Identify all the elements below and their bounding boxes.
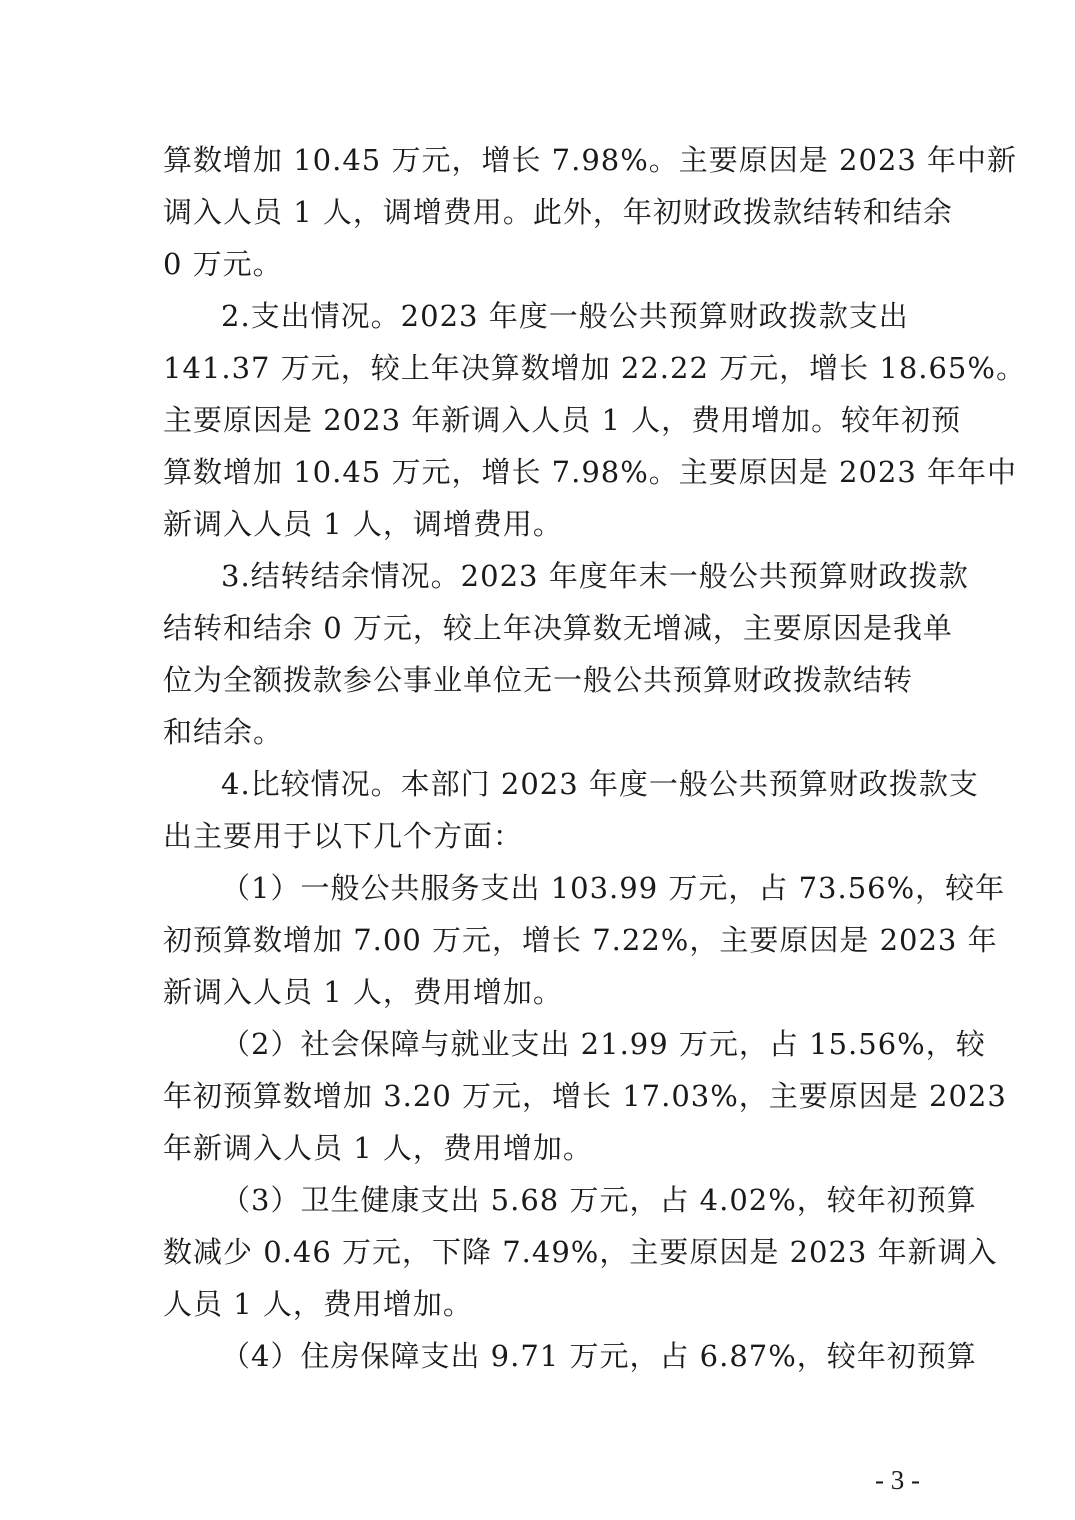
text-line: 年初预算数增加 3.20 万元，增长 17.03%，主要原因是 2023: [163, 1079, 1007, 1113]
text-line: （2）社会保障与就业支出 21.99 万元，占 15.56%，较: [221, 1027, 986, 1061]
text-line: 和结余。: [163, 715, 284, 749]
text-line: 结转和结余 0 万元，较上年决算数无增减，主要原因是我单: [163, 611, 953, 645]
text-line: 主要原因是 2023 年新调入人员 1 人，费用增加。较年初预: [163, 403, 962, 437]
text-line: 年新调入人员 1 人，费用增加。: [163, 1131, 593, 1165]
text-line: 位为全额拨款参公事业单位无一般公共预算财政拨款结转: [163, 663, 914, 697]
page-number: - 3 -: [875, 1465, 920, 1495]
body-text: [163, 134, 1026, 1382]
text-line: 数减少 0.46 万元，下降 7.49%，主要原因是 2023 年新调入: [163, 1235, 998, 1269]
text-line: （3）卫生健康支出 5.68 万元，占 4.02%，较年初预算: [221, 1183, 977, 1217]
text-line: 2.支出情况。2023 年度一般公共预算财政拨款支出: [221, 299, 909, 333]
text-line: 调入人员 1 人，调增费用。此外，年初财政拨款结转和结余: [163, 195, 953, 229]
text-line: 人员 1 人，费用增加。: [163, 1287, 473, 1321]
text-line: 0 万元。: [163, 247, 283, 281]
text-line: 3.结转结余情况。2023 年度年末一般公共预算财政拨款: [221, 559, 969, 593]
text-line: 算数增加 10.45 万元，增长 7.98%。主要原因是 2023 年中新: [163, 143, 1018, 177]
text-line: （4）住房保障支出 9.71 万元，占 6.87%，较年初预算: [221, 1339, 977, 1373]
text-line: 新调入人员 1 人，费用增加。: [163, 975, 563, 1009]
text-line: 初预算数增加 7.00 万元，增长 7.22%，主要原因是 2023 年: [163, 923, 998, 957]
text-line: 新调入人员 1 人，调增费用。: [163, 507, 563, 541]
text-line: 出主要用于以下几个方面：: [163, 819, 524, 853]
text-line: 算数增加 10.45 万元，增长 7.98%。主要原因是 2023 年年中: [163, 455, 1018, 489]
text-line: （1）一般公共服务支出 103.99 万元，占 73.56%，较年: [221, 871, 1006, 905]
text-line: 141.37 万元，较上年决算数增加 22.22 万元，增长 18.65%。: [163, 351, 1026, 385]
text-line: 4.比较情况。本部门 2023 年度一般公共预算财政拨款支: [221, 767, 979, 801]
